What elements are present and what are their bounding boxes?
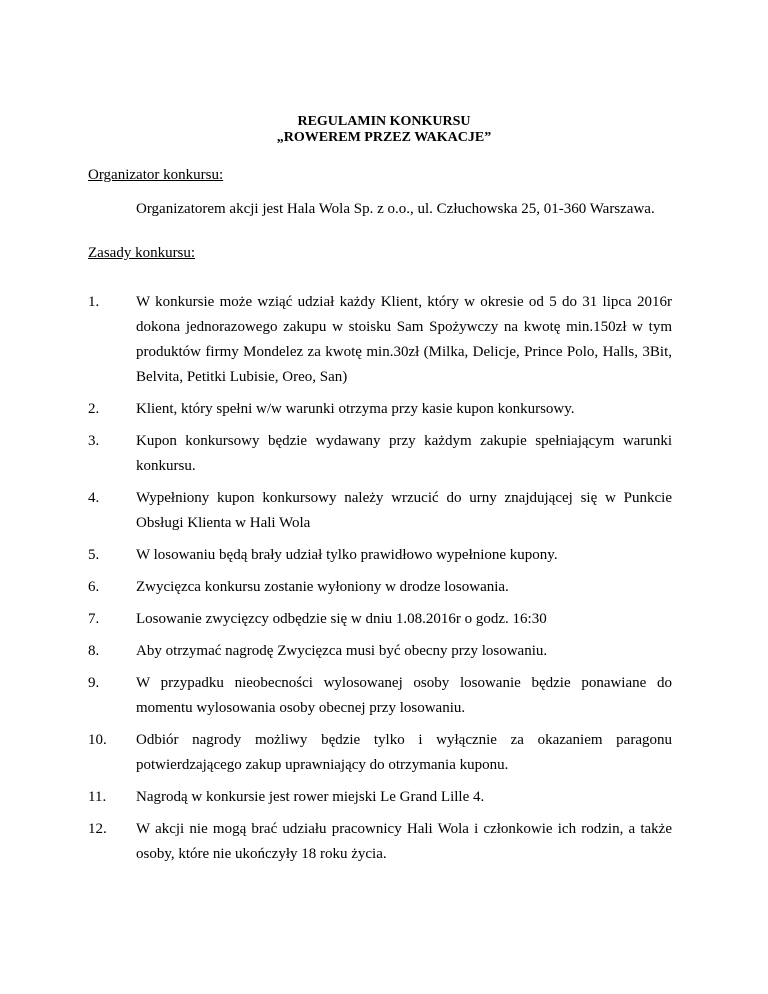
rule-number: 9. (88, 675, 100, 691)
rule-text: Wypełniony kupon konkursowy należy wrzucić do urny znajdującej się w Punkcie Obsługi Klienta w Hali Wola (136, 490, 672, 531)
rule-item (88, 671, 672, 721)
document-title: REGULAMIN KONKURSU (297, 114, 471, 129)
rule-number: 5. (88, 547, 100, 563)
rule-text: W losowaniu będą brały udział tylko prawidłowo wypełnione kupony. (136, 547, 558, 563)
rule-number: 1. (88, 294, 100, 310)
rule-item (88, 728, 672, 778)
rule-item (88, 486, 672, 536)
rule-item (88, 397, 672, 422)
rule-number: 11. (88, 789, 107, 805)
rule-text: Losowanie zwycięzcy odbędzie się w dniu 1.08.2016r o godz. 16:30 (136, 611, 547, 627)
rule-number: 12. (88, 821, 107, 837)
rule-item (88, 785, 672, 810)
rule-text: W przypadku nieobecności wylosowanej osoby losowanie będzie ponawiane do momentu wylosowania osoby obecnej przy losowaniu. (136, 675, 672, 716)
rule-number: 3. (88, 433, 100, 449)
rule-item (88, 429, 672, 479)
rule-text: Klient, który spełni w/w warunki otrzyma przy kasie kupon konkursowy. (136, 401, 575, 417)
rule-text: Zwycięzca konkursu zostanie wyłoniony w drodze losowania. (136, 579, 509, 595)
rule-text: Nagrodą w konkursie jest rower miejski Le Grand Lille 4. (136, 789, 485, 805)
document-subtitle: „ROWEREM PRZEZ WAKACJE” (276, 130, 492, 145)
rule-text: W akcji nie mogą brać udziału pracownicy Hali Wola i członkowie ich rodzin, a także osoby, które nie ukończyły 18 roku życia. (136, 821, 672, 862)
rule-text: Kupon konkursowy będzie wydawany przy każdym zakupie spełniającym warunki konkursu. (136, 433, 672, 474)
rule-number: 4. (88, 490, 100, 506)
rule-number: 10. (88, 732, 107, 748)
rule-item (88, 607, 672, 632)
organizer-text: Organizatorem akcji jest Hala Wola Sp. z o.o., ul. Człuchowska 25, 01-360 Warszawa. (136, 201, 655, 217)
rule-item (88, 817, 672, 867)
rules-list (88, 290, 672, 874)
rule-item (88, 290, 672, 390)
rule-item (88, 639, 672, 664)
organizer-heading: Organizator konkursu: (88, 167, 224, 183)
rule-text: Aby otrzymać nagrodę Zwycięzca musi być obecny przy losowaniu. (136, 643, 548, 659)
rule-item (88, 543, 672, 568)
rule-item (88, 575, 672, 600)
rule-number: 7. (88, 611, 100, 627)
rules-heading: Zasady konkursu: (88, 245, 196, 261)
rule-text: W konkursie może wziąć udział każdy Klient, który w okresie od 5 do 31 lipca 2016r dokona jednorazowego zakupu w stoisku Sam Spożywczy na kwotę min.150zł w tym produktów firmy Mondelez za kwotę min.30zł (Milka, Delicje, Prince Polo, Halls, 3Bit, Belvita, Petitki Lubisie, Oreo, San) (136, 294, 672, 385)
rule-number: 8. (88, 643, 100, 659)
rule-number: 2. (88, 401, 100, 417)
rule-text: Odbiór nagrody możliwy będzie tylko i wyłącznie za okazaniem paragonu potwierdzającego zakup uprawniający do otrzymania kuponu. (136, 732, 672, 773)
rule-number: 6. (88, 579, 100, 595)
